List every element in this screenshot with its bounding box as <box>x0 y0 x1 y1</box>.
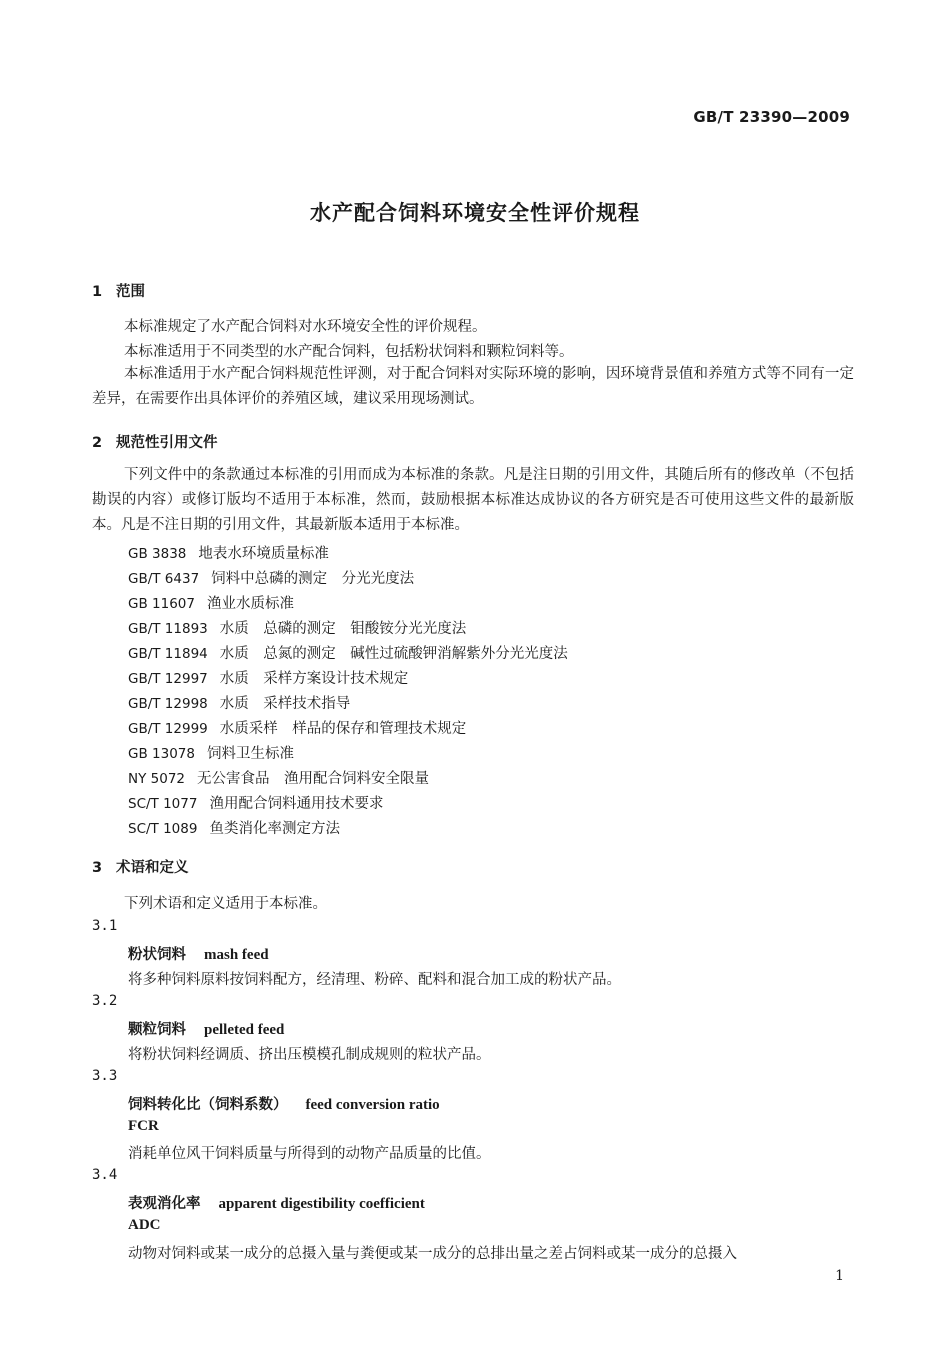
reference-title: 渔用配合饲料通用技术要求 <box>209 796 384 812</box>
reference-code: GB/T 12997 <box>128 671 208 687</box>
reference-code: SC/T 1089 <box>128 821 198 837</box>
term-number: 3.2 <box>92 993 118 1009</box>
scope-paragraph: 本标准规定了水产配合饲料对水环境安全性的评价规程。 <box>124 319 487 335</box>
reference-item <box>128 567 414 588</box>
reference-title: 水质 总氮的测定 碱性过硫酸钾消解紫外分光光度法 <box>219 646 568 662</box>
term-number: 3.3 <box>92 1068 118 1084</box>
section-heading-scope <box>92 280 145 301</box>
term-english: apparent digestibility coefficient <box>218 1196 425 1212</box>
term-heading <box>128 943 269 964</box>
term-heading <box>128 1018 284 1039</box>
reference-code: GB/T 11893 <box>128 621 208 637</box>
normative-intro-paragraph: 下列文件中的条款通过本标准的引用而成为本标准的条款。凡是注日期的引用文件，其随后所有的修改单（不包括勘误的内容）或修订版均不适用于本标准，然而，鼓励根据本标准达成协议的各方研究是否可使用这些文件的最新版本。凡是不注日期的引用文件，其最新版本适用于本标准。 <box>92 467 854 533</box>
reference-item <box>128 817 340 838</box>
section-title: 规范性引用文件 <box>116 435 218 451</box>
reference-item <box>128 767 429 788</box>
reference-code: GB/T 12998 <box>128 696 208 712</box>
reference-item <box>128 667 408 688</box>
reference-title: 水质采样 样品的保存和管理技术规定 <box>219 721 467 737</box>
section-title: 术语和定义 <box>116 860 189 876</box>
reference-title: 渔业水质标准 <box>206 596 294 612</box>
term-chinese: 饲料转化比（饲料系数） <box>128 1097 288 1113</box>
reference-item <box>128 617 466 638</box>
reference-item <box>128 642 568 663</box>
term-abbreviation: FCR <box>128 1118 159 1134</box>
reference-code: SC/T 1077 <box>128 796 198 812</box>
reference-item <box>128 742 294 763</box>
reference-code: GB 13078 <box>128 746 195 762</box>
standard-number: GB/T 23390—2009 <box>693 108 850 126</box>
reference-title: 鱼类消化率测定方法 <box>209 821 340 837</box>
reference-title: 无公害食品 渔用配合饲料安全限量 <box>197 771 429 787</box>
term-chinese: 粉状饲料 <box>128 947 186 963</box>
section-title: 范围 <box>116 284 145 300</box>
term-number: 3.4 <box>92 1167 118 1183</box>
term-english: pelleted feed <box>204 1022 285 1038</box>
term-english: mash feed <box>204 947 269 963</box>
reference-title: 地表水环境质量标准 <box>198 546 329 562</box>
document-title: 水产配合饲料环境安全性评价规程 <box>310 201 640 225</box>
section-number: 1 <box>92 284 103 300</box>
reference-title: 水质 采样方案设计技术规定 <box>219 671 409 687</box>
reference-code: GB/T 11894 <box>128 646 208 662</box>
terms-intro: 下列术语和定义适用于本标准。 <box>124 896 327 912</box>
reference-title: 饲料卫生标准 <box>206 746 294 762</box>
term-chinese: 颗粒饲料 <box>128 1022 186 1038</box>
term-chinese: 表观消化率 <box>128 1196 201 1212</box>
scope-paragraph: 本标准适用于不同类型的水产配合饲料，包括粉状饲料和颗粒饲料等。 <box>124 344 574 360</box>
term-heading <box>128 1192 425 1213</box>
term-number: 3.1 <box>92 918 118 934</box>
reference-code: NY 5072 <box>128 771 185 787</box>
reference-item <box>128 717 466 738</box>
reference-code: GB 11607 <box>128 596 195 612</box>
scope-paragraph: 本标准适用于水产配合饲料规范性评测，对于配合饲料对实际环境的影响，因环境背景值和养殖方式等不同有一定差异，在需要作出具体评价的养殖区域，建议采用现场测试。 <box>92 366 854 407</box>
term-definition: 动物对饲料或某一成分的总摄入量与粪便或某一成分的总排出量之差占饲料或某一成分的总摄入 <box>128 1246 737 1262</box>
reference-item <box>128 542 329 563</box>
term-definition: 将粉状饲料经调质、挤出压模模孔制成规则的粒状产品。 <box>128 1047 491 1063</box>
term-definition: 消耗单位风干饲料质量与所得到的动物产品质量的比值。 <box>128 1146 491 1162</box>
reference-title: 饲料中总磷的测定 分光光度法 <box>211 571 415 587</box>
term-definition: 将多种饲料原料按饲料配方，经清理、粉碎、配料和混合加工成的粉状产品。 <box>128 972 621 988</box>
section-number: 3 <box>92 860 103 876</box>
reference-title: 水质 总磷的测定 钼酸铵分光光度法 <box>219 621 467 637</box>
reference-title: 水质 采样技术指导 <box>219 696 351 712</box>
reference-item <box>128 592 294 613</box>
page-number: 1 <box>835 1268 844 1284</box>
section-number: 2 <box>92 435 103 451</box>
reference-code: GB/T 6437 <box>128 571 200 587</box>
reference-item <box>128 692 350 713</box>
term-heading <box>128 1093 440 1114</box>
term-english: feed conversion ratio <box>305 1097 440 1113</box>
reference-code: GB/T 12999 <box>128 721 208 737</box>
term-abbreviation: ADC <box>128 1217 161 1233</box>
reference-item <box>128 792 383 813</box>
reference-code: GB 3838 <box>128 546 187 562</box>
section-heading-terms-definitions <box>92 856 189 877</box>
section-heading-normative-references <box>92 431 218 452</box>
